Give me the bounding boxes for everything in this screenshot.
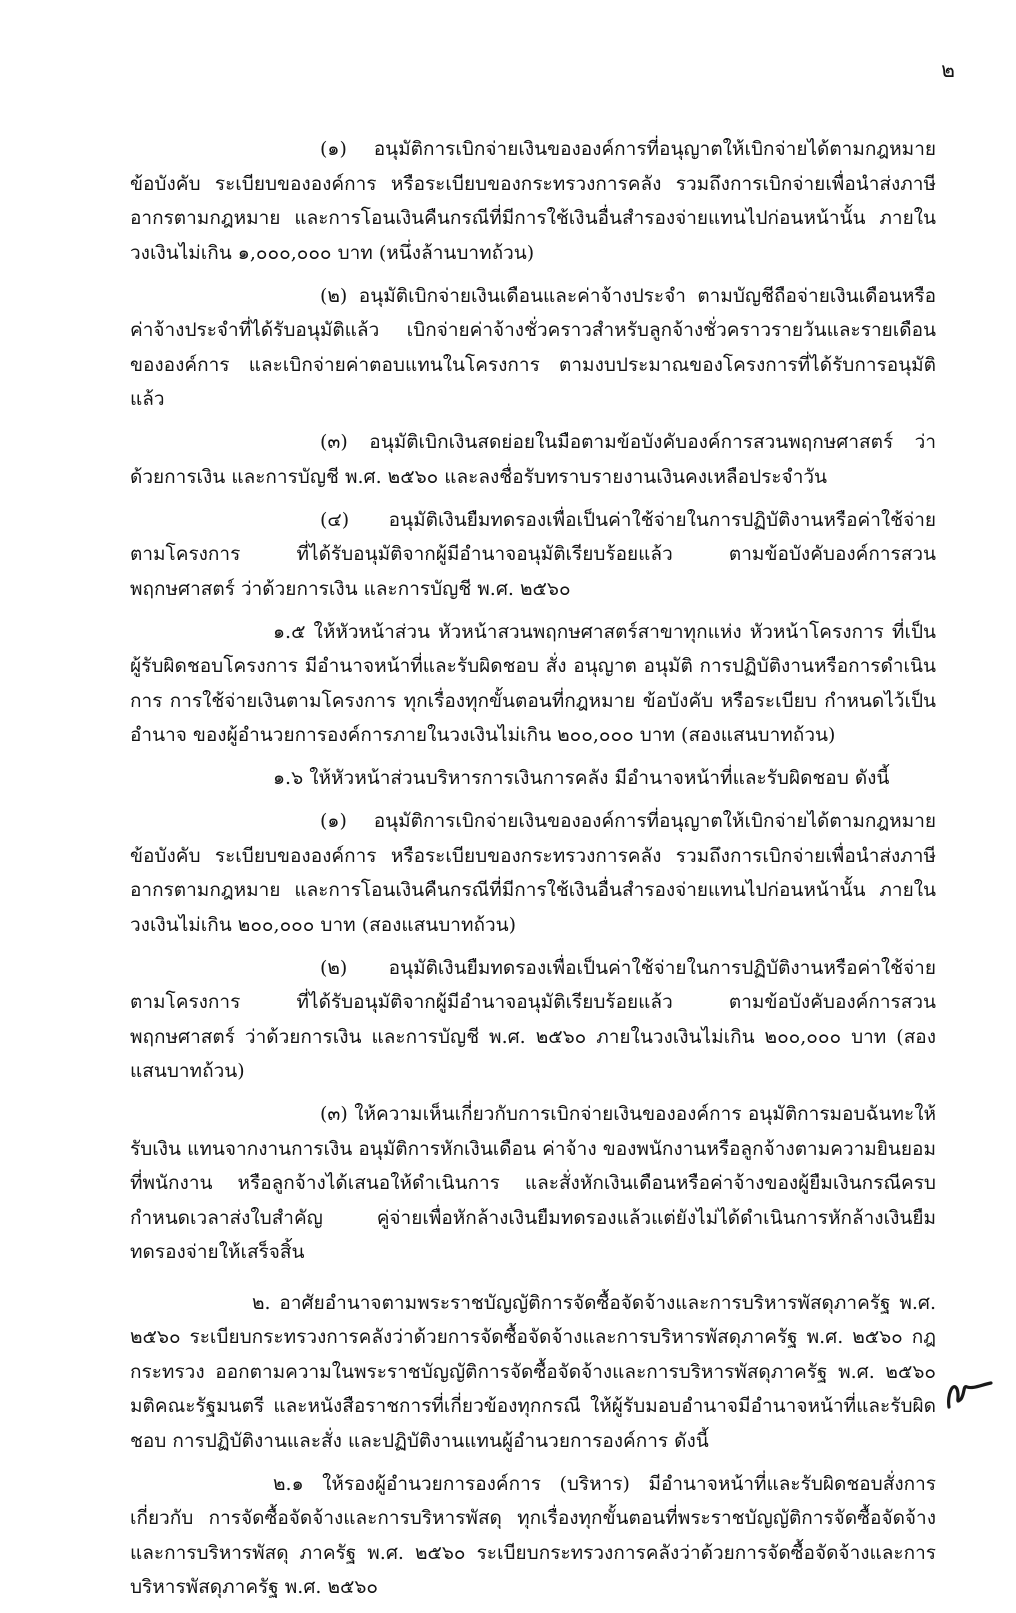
clause-1-4-3: (๓) อนุมัติเบิกเงินสดย่อยในมือตามข้อบังคับองค์การสวนพฤกษศาสตร์ ว่าด้วยการเงิน และการบัญชี พ.ศ. ๒๕๖๐ และลงชื่อรับทราบรายงานเงินคงเหลือประจำวัน bbox=[130, 431, 936, 488]
page-number: ๒ bbox=[941, 58, 955, 82]
clause-1-4-2: (๒) อนุมัติเบิกจ่ายเงินเดือนและค่าจ้างประจำ ตามบัญชีถือจ่ายเงินเดือนหรือค่าจ้างประจำที่ได้รับอนุมัติแล้ว เบิกจ่ายค่าจ้างชั่วคราวสำหรับลูกจ้างชั่วคราวรายวันและรายเดือนขององค์การ และเบิกจ่ายค่าตอบแทนในโครงการ ตามงบประมาณของโครงการที่ได้รับการอนุมัติแล้ว bbox=[130, 284, 936, 410]
clause-1-4-1: (๑) อนุมัติการเบิกจ่ายเงินขององค์การที่อนุญาตให้เบิกจ่ายได้ตามกฎหมาย ข้อบังคับ ระเบียบขององค์การ หรือระเบียบของกระทรวงการคลัง รวมถึงการเบิกจ่ายเพื่อนำส่งภาษีอากรตามกฎหมาย และการโอนเงินคืนกรณีที่มีการใช้เงินอื่นสำรองจ่ายแทนไปก่อนหน้านั้น ภายในวงเงินไม่เกิน ๑,๐๐๐,๐๐๐ บาท (หนึ่งล้านบาทถ้วน) bbox=[130, 138, 936, 264]
clause-1-6: ๑.๖ ให้หัวหน้าส่วนบริหารการเงินการคลัง มีอำนาจหน้าที่และรับผิดชอบ ดังนี้ bbox=[273, 767, 890, 789]
handwritten-initial-signature bbox=[935, 1355, 995, 1415]
clause-1-6-1: (๑) อนุมัติการเบิกจ่ายเงินขององค์การที่อนุญาตให้เบิกจ่ายได้ตามกฎหมาย ข้อบังคับ ระเบียบขององค์การ หรือระเบียบของกระทรวงการคลัง รวมถึงการเบิกจ่ายเพื่อนำส่งภาษีอากรตามกฎหมาย และการโอนเงินคืนกรณีที่มีการใช้เงินอื่นสำรองจ่ายแทนไปก่อนหน้านั้น ภายในวงเงินไม่เกิน ๒๐๐,๐๐๐ บาท (สองแสนบาทถ้วน) bbox=[130, 810, 936, 936]
clause-2-1: ๒.๑ ให้รองผู้อำนวยการองค์การ (บริหาร) มีอำนาจหน้าที่และรับผิดชอบสั่งการเกี่ยวกับ การจัดซื้อจัดจ้างและการบริหารพัสดุ ทุกเรื่องทุกขั้นตอนที่พระราชบัญญัติการจัดซื้อจัดจ้างและการบริหารพัสดุ ภาครัฐ พ.ศ. ๒๕๖๐ ระเบียบกระทรวงการคลังว่าด้วยการจัดซื้อจัดจ้างและการบริหารพัสดุภาครัฐ พ.ศ. ๒๕๖๐ bbox=[130, 1472, 936, 1598]
clause-1-4-4: (๔) อนุมัติเงินยืมทดรองเพื่อเป็นค่าใช้จ่ายในการปฏิบัติงานหรือค่าใช้จ่ายตามโครงการ ที่ได้รับอนุมัติจากผู้มีอำนาจอนุมัติเรียบร้อยแล้ว ตามข้อบังคับองค์การสวนพฤกษศาสตร์ ว่าด้วยการเงิน และการบัญชี พ.ศ. ๒๕๖๐ bbox=[130, 508, 936, 600]
clause-1-6-3: (๓) ให้ความเห็นเกี่ยวกับการเบิกจ่ายเงินขององค์การ อนุมัติการมอบฉันทะให้รับเงิน แทนจากงานการเงิน อนุมัติการหักเงินเดือน ค่าจ้าง ของพนักงานหรือลูกจ้างตามความยินยอมที่พนักงาน หรือลูกจ้างได้เสนอให้ดำเนินการ และสั่งหักเงินเดือนหรือค่าจ้างของผู้ยืมเงินกรณีครบกำหนดเวลาส่งใบสำคัญ คู่จ่ายเพื่อหักล้างเงินยืมทดรองแล้วแต่ยังไม่ได้ดำเนินการหักล้างเงินยืมทดรองจ่ายให้เสร็จสิ้น bbox=[130, 1103, 936, 1263]
clause-1-5: ๑.๕ ให้หัวหน้าส่วน หัวหน้าสวนพฤกษศาสตร์สาขาทุกแห่ง หัวหน้าโครงการ ที่เป็นผู้รับผิดชอบโครงการ มีอำนาจหน้าที่และรับผิดชอบ สั่ง อนุญาต อนุมัติ การปฏิบัติงานหรือการดำเนินการ การใช้จ่ายเงินตามโครงการ ทุกเรื่องทุกขั้นตอนที่กฎหมาย ข้อบังคับ หรือระเบียบ กำหนดไว้เป็นอำนาจ ของผู้อำนวยการองค์การภายในวงเงินไม่เกิน ๒๐๐,๐๐๐ บาท (สองแสนบาทถ้วน) bbox=[130, 620, 936, 746]
document-body bbox=[130, 132, 936, 1613]
clause-1-6-2: (๒) อนุมัติเงินยืมทดรองเพื่อเป็นค่าใช้จ่ายในการปฏิบัติงานหรือค่าใช้จ่ายตามโครงการ ที่ได้รับอนุมัติจากผู้มีอำนาจอนุมัติเรียบร้อยแล้ว ตามข้อบังคับองค์การสวนพฤกษศาสตร์ ว่าด้วยการเงิน และการบัญชี พ.ศ. ๒๕๖๐ ภายในวงเงินไม่เกิน ๒๐๐,๐๐๐ บาท (สองแสนบาทถ้วน) bbox=[130, 956, 936, 1082]
clause-2: ๒. อาศัยอำนาจตามพระราชบัญญัติการจัดซื้อจัดจ้างและการบริหารพัสดุภาครัฐ พ.ศ. ๒๕๖๐ ระเบียบกระทรวงการคลังว่าด้วยการจัดซื้อจัดจ้างและการบริหารพัสดุภาครัฐ พ.ศ. ๒๕๖๐ กฎกระทรวง ออกตามความในพระราชบัญญัติการจัดซื้อจัดจ้างและการบริหารพัสดุภาครัฐ พ.ศ. ๒๕๖๐ มติคณะรัฐมนตรี และหนังสือราชการที่เกี่ยวข้องทุกกรณี ให้ผู้รับมอบอำนาจมีอำนาจหน้าที่และรับผิดชอบ การปฏิบัติงานและสั่ง และปฏิบัติงานแทนผู้อำนวยการองค์การ ดังนี้ bbox=[130, 1291, 936, 1452]
